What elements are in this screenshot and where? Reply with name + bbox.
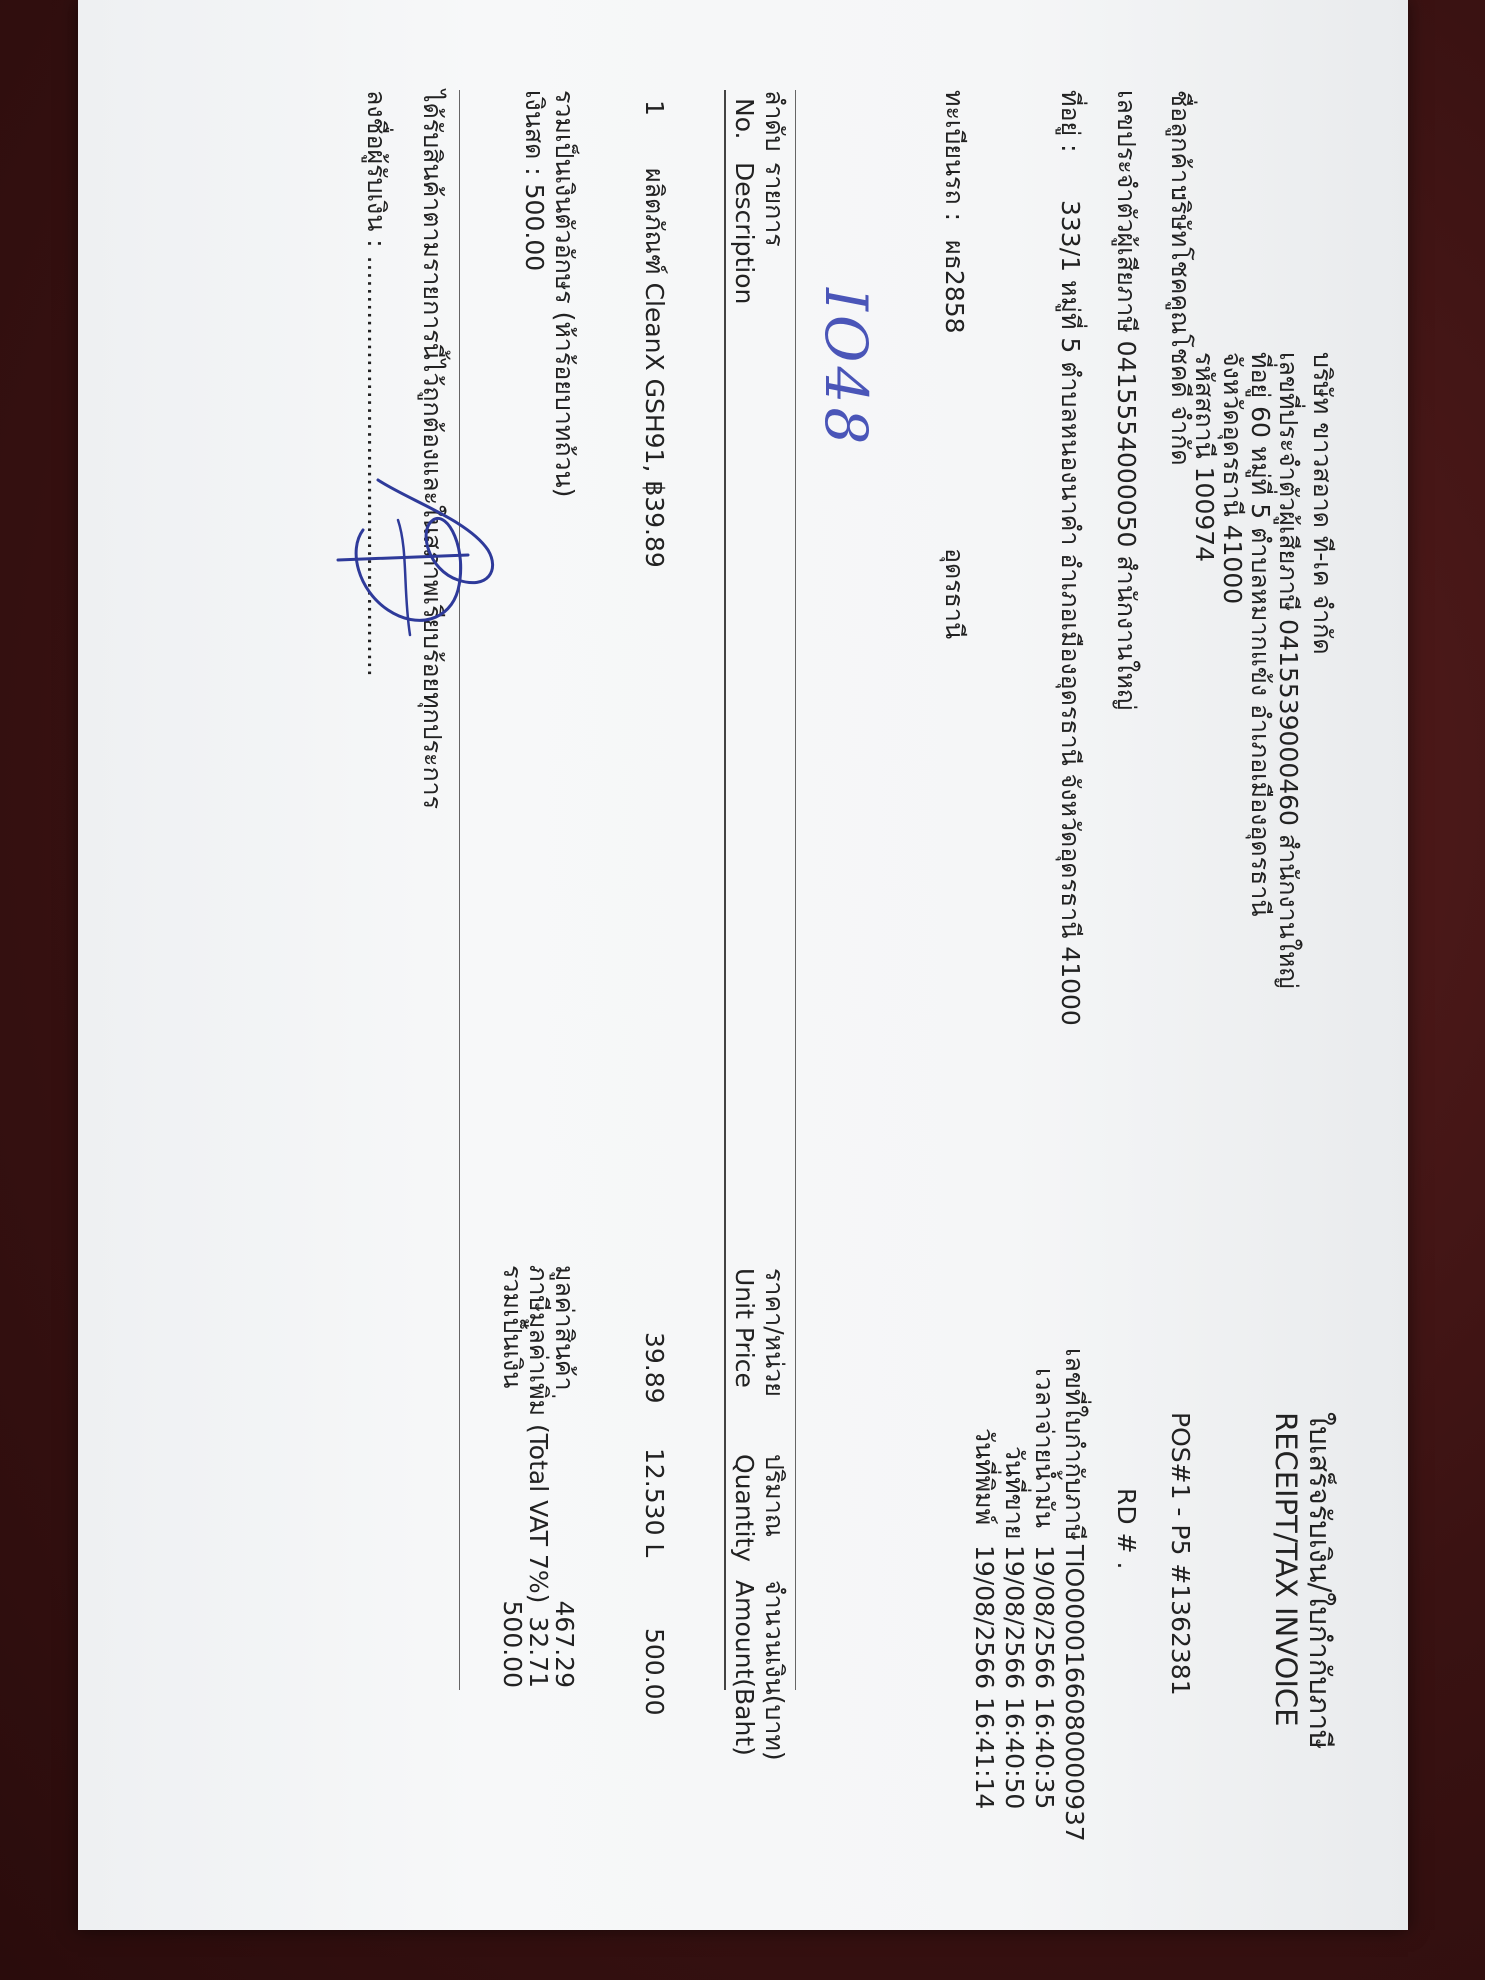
vat-value: 32.71 bbox=[524, 1616, 553, 1688]
company-address-1: ที่อยู่ 60 หมู่ที่ 5 ตำบลหมากแข้ง อำเภอเมืองอุดรธานี bbox=[1246, 352, 1275, 917]
subtotal-value: 467.29 bbox=[550, 1600, 579, 1688]
col-amount-en: Amount(Baht) bbox=[730, 1580, 759, 1756]
company-branch-code: รหัสสถานี 100974 bbox=[1190, 352, 1219, 563]
company-tax-line: เลขที่ประจำตัวผู้เสียภาษี 0415539000460 สำนักงานใหญ่ bbox=[1274, 352, 1303, 989]
amount-in-words: รวมเป็นเงินตัวอักษร (ห้าร้อยบาทถ้วน) bbox=[550, 90, 579, 498]
col-price-th: ราคา/หน่วย bbox=[760, 1268, 789, 1397]
plate-province: อุดรธานี bbox=[940, 548, 969, 640]
row-quantity: 12.530 L bbox=[640, 1448, 669, 1558]
total-label: รวมเป็นเงิน bbox=[498, 1265, 527, 1389]
col-no-th: ลำดับ bbox=[760, 90, 789, 152]
plate-label: ทะเบียนรถ : bbox=[940, 90, 969, 221]
col-amount-th: จำนวนเงิน(บาท) bbox=[760, 1580, 789, 1761]
pos-number: POS#1 - P5 #1362381 bbox=[1166, 1412, 1195, 1696]
customer-name-label: ชื่อลูกค้า : bbox=[1166, 90, 1195, 200]
customer-address-label: ที่อยู่ : bbox=[1056, 90, 1085, 153]
col-price-en: Unit Price bbox=[730, 1268, 759, 1388]
customer-tax-line: เลขประจำตัวผู้เสียภาษี 0415554000050 สำนักงานใหญ่ bbox=[1112, 90, 1141, 711]
signature-line: ลงชื่อผู้รับเงิน : ..................................................... bbox=[362, 90, 391, 677]
customer-address: 333/1 หมู่ที่ 5 ตำบลหนองนาคำ อำเภอเมืองอุดรธานี จังหวัดอุดรธานี 41000 bbox=[1056, 200, 1085, 1026]
vat-label: ภาษีมูลค่าเพิ่ม (Total VAT 7%) bbox=[524, 1265, 553, 1604]
doc-title-th: ใบเสร็จรับเงิน/ใบกำกับภาษี bbox=[1303, 1412, 1337, 1750]
total-value: 500.00 bbox=[498, 1600, 527, 1688]
sale-time: 19/08/2566 16:40:50 bbox=[1000, 1545, 1029, 1810]
received-statement: ได้รับสินค้าตามรายการนี้ไว้ถูกต้องและในสภาพเรียบร้อยทุกประการ bbox=[418, 90, 447, 810]
company-address-2: จังหวัดอุดรธานี 41000 bbox=[1218, 352, 1247, 605]
plate-number: ผธ2858 bbox=[940, 240, 969, 334]
handwritten-note: IO48 bbox=[812, 288, 880, 449]
doc-title-en: RECEIPT/TAX INVOICE bbox=[1269, 1412, 1303, 1727]
dispense-time: 19/08/2566 16:40:35 bbox=[1030, 1545, 1059, 1810]
print-label: วันที่พิมพ์ bbox=[970, 1428, 999, 1526]
footer-rule bbox=[459, 90, 460, 1690]
row-amount: 500.00 bbox=[640, 1628, 669, 1716]
row-no: 1 bbox=[640, 100, 669, 116]
print-time: 19/08/2566 16:41:14 bbox=[970, 1545, 999, 1810]
invoice-label: เลขที่ใบกำกับภาษี bbox=[1060, 1348, 1089, 1541]
rd-number: RD # . bbox=[1112, 1488, 1141, 1570]
invoice-number: TIO0000166080000937 bbox=[1060, 1545, 1089, 1842]
col-no-en: No. bbox=[730, 98, 759, 140]
sale-label: วันที่ขาย bbox=[1000, 1446, 1029, 1540]
row-description: ผลิตภัณฑ์ CleanX GSH91, ฿39.89 bbox=[640, 168, 669, 568]
subtotal-label: มูลค่าสินค้า bbox=[550, 1265, 579, 1391]
company-name: บริษัท ขาวสอาด ที-เค จำกัด bbox=[1308, 352, 1337, 655]
col-desc-th: รายการ bbox=[760, 162, 789, 247]
dispense-label: เวลาจ่ายน้ำมัน bbox=[1030, 1368, 1059, 1528]
table-top-rule bbox=[795, 90, 796, 1690]
col-qty-th: ปริมาณ bbox=[760, 1454, 789, 1538]
receipt-paper bbox=[78, 0, 1408, 1930]
row-unit-price: 39.89 bbox=[640, 1332, 669, 1404]
cash-paid: เงินสด : 500.00 bbox=[520, 90, 549, 272]
customer-name: บริษัทโชคคูณโชคดี จำกัด bbox=[1166, 185, 1195, 466]
col-qty-en: Quantity bbox=[730, 1454, 759, 1563]
col-desc-en: Description bbox=[730, 162, 759, 305]
table-header-rule bbox=[724, 90, 726, 1690]
signature-mark bbox=[328, 460, 528, 670]
receipt-sheet bbox=[78, 0, 1408, 1930]
